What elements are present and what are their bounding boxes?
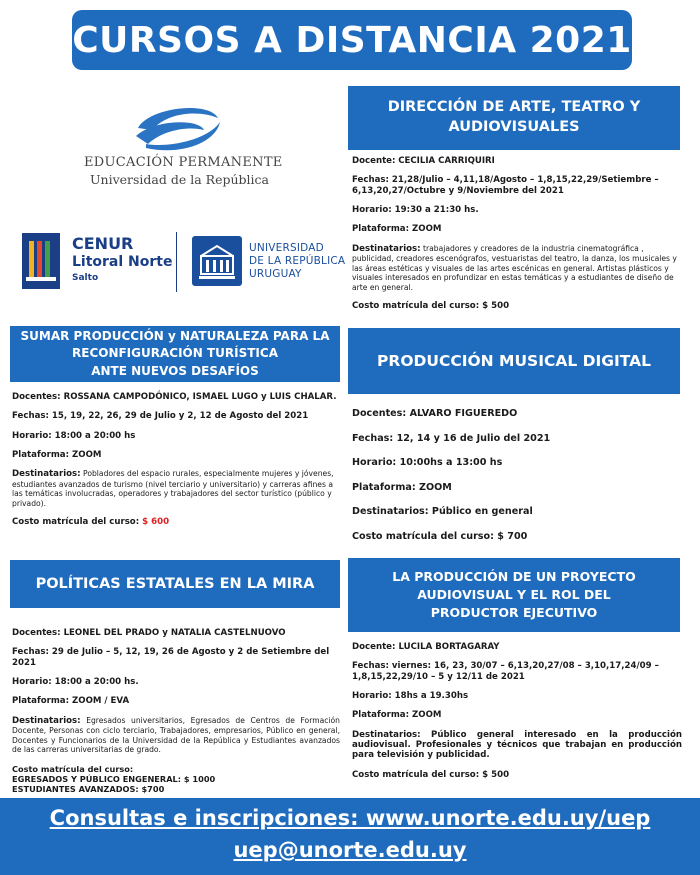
musical-docentes: Docentes: ALVARO FIGUEREDO [352,408,518,419]
page-title: CURSOS A DISTANCIA 2021 [72,10,632,70]
sumar-docentes: Docentes: ROSSANA CAMPODÓNICO, ISMAEL LUGO y LUIS CHALAR. [12,392,337,402]
produccion-horario: Horario: 18hs a 19.30hs [352,690,469,701]
course-title-musical: PRODUCCIÓN MUSICAL DIGITAL [348,328,680,394]
footer-email-link[interactable]: uep@unorte.edu.uy [233,838,467,862]
footer-contact [0,798,700,875]
course-card-arte [352,156,682,321]
produccion-destinatarios: Destinatarios: Público general interesado en la producción audiovisual. Profesionales y técnicos que trabajan en producción para televisión y publicidad. [352,729,682,761]
politicas-horario: Horario: 18:00 a 20:00 hs. [12,676,139,687]
musical-costo: Costo matrícula del curso: $ 700 [352,530,528,542]
course-card-produccion [352,642,682,789]
arte-docente: Docente: CECILIA CARRIQUIRI [352,156,495,166]
sumar-fechas: Fechas: 15, 19, 22, 26, 29 de Julio y 2, 12 de Agosto del 2021 [12,411,309,422]
cenur-city: Salto [72,273,99,283]
arte-costo: Costo matrícula del curso: $ 500 [352,301,510,312]
politicas-destinatarios: Destinatarios: Egresados universitarios, Egresados de Centros de Formación Docente, Personas con ciclo terciario, Trabajadores, empresarios, Público en general, Docentes y Funcionarios de la Universidad de la República y Estudiantes avanzados de las carreras universitarias de grado. [12,715,340,755]
produccion-plataforma: Plataforma: ZOOM [352,710,442,721]
logo-divider [176,232,177,292]
course-title-sumar: SUMAR PRODUCCIÓN y NATURALEZA PARA LA RECONFIGURACIÓN TURÍSTICA ANTE NUEVOS DESAFÍOS [10,326,340,382]
course-card-politicas [12,628,340,804]
sumar-costo: Costo matrícula del curso: $ 600 [12,517,170,528]
udelar-line1: UNIVERSIDAD [249,242,324,254]
course-title-produccion: LA PRODUCCIÓN DE UN PROYECTO AUDIOVISUAL Y EL ROL DEL PRODUCTOR EJECUTIVO [348,558,680,632]
politicas-costo: Costo matrícula del curso: EGRESADOS Y PÚBLICO ENGENERAL: $ 1000 ESTUDIANTES AVANZADOS: $700 [12,763,216,795]
produccion-docente: Docente: LUCILA BORTAGARAY [352,642,500,652]
footer-web-link[interactable]: Consultas e inscripciones: www.unorte.edu.uy/uep [49,806,651,830]
produccion-fechas: Fechas: viernes: 16, 23, 30/07 – 6,13,20,27/08 – 3,10,17,24/09 – 1,8,15,22,29/10 – 5 y 12/11 de 2021 [352,661,659,682]
arte-plataforma: Plataforma: ZOOM [352,224,442,235]
udelar-line3: URUGUAY [249,268,302,280]
sumar-plataforma: Plataforma: ZOOM [12,449,102,460]
musical-horario: Horario: 10:00hs a 13:00 hs [352,457,503,468]
musical-destinatarios: Destinatarios: Público en general [352,506,533,517]
course-card-musical [352,408,680,555]
produccion-costo: Costo matrícula del curso: $ 500 [352,769,510,780]
arte-horario: Horario: 19:30 a 21:30 hs. [352,204,479,215]
udelar-line2: DE LA REPÚBLICA [249,255,346,267]
course-card-sumar [12,392,340,537]
ep-logo-line1: EDUCACIÓN PERMANENTE [84,155,283,170]
cenur-name: CENUR [72,234,134,253]
politicas-fechas: Fechas: 29 de Julio – 5, 12, 19, 26 de Agosto y 2 de Setiembre del 2021 [12,647,330,668]
cenur-logo-icon [22,233,60,289]
arte-fechas: Fechas: 21,28/Julio – 4,11,18/Agosto – 1,8,15,22,29/Setiembre – 6,13,20,27/Octubre y 9/Noviembre del 2021 [352,175,659,196]
course-title-arte: DIRECCIÓN DE ARTE, TEATRO Y AUDIOVISUALES [348,86,680,150]
musical-plataforma: Plataforma: ZOOM [352,481,452,493]
arte-destinatarios: Destinatarios: trabajadores y creadores de la industria cinematográfica , publicidad, creadores escenógrafos, vestuaristas del teatro, la danza, los musicales y las áreas estéticas y visuales de las artes escénicas en general. Artistas plásticos y visuales interesados en profundizar en estas temáticas y a estudiantes de diseño de arte en general. [352,243,677,292]
politicas-docentes: Docentes: LEONEL DEL PRADO y NATALIA CASTELNUOVO [12,628,286,638]
udelar-seal-icon [192,236,242,286]
musical-fechas: Fechas: 12, 14 y 16 de Julio del 2021 [352,432,551,444]
cenur-region: Litoral Norte [72,254,173,270]
sumar-destinatarios: Destinatarios: Pobladores del espacio rurales, especialmente mujeres y jóvenes, estudiantes avanzados de turismo (nivel terciario y universitario) y carreras afines a las temáticas involucradas, operadores y trabajadores del sector turístico (público y privado). [12,469,334,508]
sumar-horario: Horario: 18:00 a 20:00 hs [12,430,136,441]
ep-logo-line2: Universidad de la República [90,172,269,187]
politicas-plataforma: Plataforma: ZOOM / EVA [12,696,130,707]
course-title-politicas: POLÍTICAS ESTATALES EN LA MIRA [10,560,340,608]
